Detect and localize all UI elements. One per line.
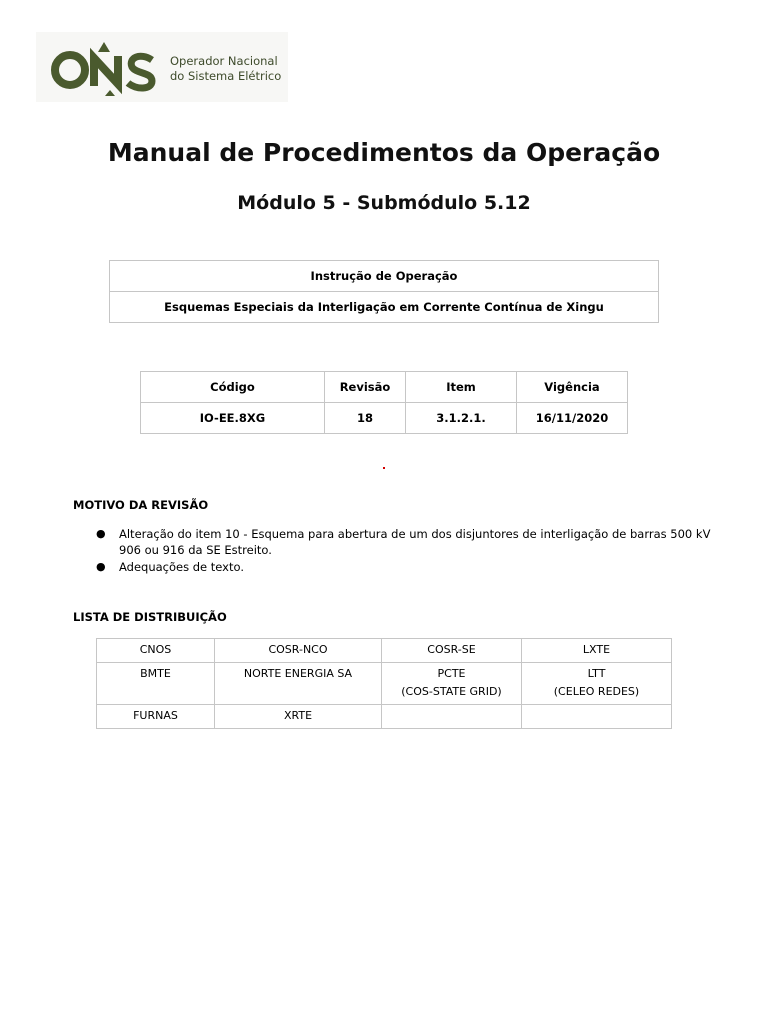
table-cell bbox=[97, 663, 215, 705]
table-cell bbox=[522, 663, 672, 705]
logo-text bbox=[170, 54, 281, 84]
table-cell bbox=[215, 639, 382, 663]
cell-text: LTT bbox=[587, 667, 606, 680]
table-cell bbox=[97, 705, 215, 729]
ons-logo-mark bbox=[48, 40, 168, 96]
header-vigencia: Vigência bbox=[517, 372, 628, 403]
instruction-title: Esquemas Especiais da Interligação em Corrente Contínua de Xingu bbox=[110, 292, 659, 323]
value-item: 3.1.2.1. bbox=[406, 403, 517, 434]
list-item bbox=[73, 526, 713, 558]
header-item: Item bbox=[406, 372, 517, 403]
cell-text: PCTE bbox=[437, 667, 466, 680]
header-revisao: Revisão bbox=[325, 372, 406, 403]
revision-list bbox=[73, 526, 713, 576]
code-table bbox=[140, 371, 628, 434]
table-row bbox=[97, 663, 672, 705]
table-cell bbox=[522, 639, 672, 663]
value-vigencia: 16/11/2020 bbox=[517, 403, 628, 434]
table-row bbox=[97, 639, 672, 663]
revision-item-text: Alteração do item 10 - Esquema para abertura de um dos disjuntores de interligação de barras 500 kV 906 ou 916 da SE Estreito. bbox=[119, 527, 711, 557]
instruction-type: Instrução de Operação bbox=[110, 261, 659, 292]
value-revisao: 18 bbox=[325, 403, 406, 434]
value-codigo: IO-EE.8XG bbox=[141, 403, 325, 434]
red-mark bbox=[383, 467, 385, 469]
cell-text: LXTE bbox=[582, 643, 611, 656]
cell-text-line-2: (COS-STATE GRID) bbox=[401, 685, 502, 698]
revision-item-text: Adequações de texto. bbox=[119, 560, 244, 574]
table-cell bbox=[522, 705, 672, 729]
cell-text: FURNAS bbox=[133, 709, 178, 722]
table-cell bbox=[215, 663, 382, 705]
code-table-value-row bbox=[141, 403, 628, 434]
revision-reason-heading: MOTIVO DA REVISÃO bbox=[73, 498, 209, 512]
cell-text: BMTE bbox=[140, 667, 171, 680]
table-cell bbox=[382, 705, 522, 729]
table-cell bbox=[215, 705, 382, 729]
bullet-icon: ● bbox=[96, 527, 106, 540]
cell-text-line-2: (CELEO REDES) bbox=[553, 685, 640, 698]
document-subtitle: Módulo 5 - Submódulo 5.12 bbox=[237, 192, 531, 214]
logo-line-2: do Sistema Elétrico bbox=[170, 69, 282, 83]
document-title: Manual de Procedimentos da Operação bbox=[107, 138, 661, 167]
bullet-icon: ● bbox=[96, 560, 106, 573]
cell-text: XRTE bbox=[283, 709, 313, 722]
cell-text: NORTE ENERGIA SA bbox=[243, 667, 353, 680]
table-row bbox=[97, 705, 672, 729]
list-item bbox=[73, 559, 713, 575]
table-cell bbox=[382, 663, 522, 705]
distribution-heading: LISTA DE DISTRIBUIÇÃO bbox=[73, 610, 227, 624]
table-cell bbox=[97, 639, 215, 663]
logo-line-1: Operador Nacional bbox=[170, 54, 278, 68]
cell-text: CNOS bbox=[139, 643, 172, 656]
table-cell bbox=[382, 639, 522, 663]
cell-text: COSR-NCO bbox=[268, 643, 328, 656]
cell-text: COSR-SE bbox=[427, 643, 476, 656]
instruction-box bbox=[109, 260, 659, 323]
ons-logo bbox=[36, 32, 288, 102]
code-table-header-row bbox=[141, 372, 628, 403]
distribution-table bbox=[96, 638, 672, 729]
header-codigo: Código bbox=[141, 372, 325, 403]
